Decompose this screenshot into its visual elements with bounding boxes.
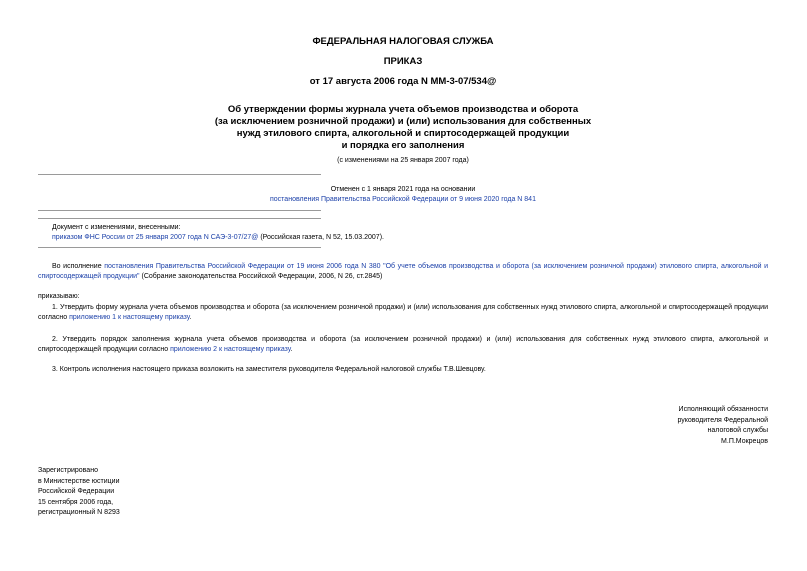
title-line: Об утверждении формы журнала учета объемов производства и оборота (227, 104, 579, 115)
title-line: (за исключением розничной продажи) и (или) использования для собственных (214, 116, 592, 127)
changes-label: Документ с изменениями, внесенными: (52, 224, 181, 231)
order-item-3: 3. Контроль исполнения настоящего приказа возложить на заместителя руководителя Федеральной налоговой службы Т.В.Шевцову. (52, 366, 486, 373)
appendix-2-link[interactable]: приложению 2 к настоящему приказу (170, 346, 291, 353)
registration-block (38, 466, 238, 519)
divider (38, 218, 321, 219)
item-text: 2. Утвердить порядок заполнения журнала учета объемов производства и оборота (за исключением розничной продажи) и (или) использования для собственных нужд этилового спирта, алкогольной и спиртосодержащей продукции согласно (38, 336, 768, 353)
signature-line: Исполняющий обязанности (678, 406, 768, 413)
order-item-2 (38, 335, 768, 355)
agency-name: ФЕДЕРАЛЬНАЯ НАЛОГОВАЯ СЛУЖБА (312, 36, 494, 47)
intro-paragraph (38, 262, 768, 282)
registration-line: 15 сентября 2006 года, (38, 498, 114, 506)
signature-line: налоговой службы (707, 427, 768, 434)
signature-block (640, 405, 768, 447)
intro-link[interactable]: постановления Правительства Российской Федерации от 19 июня 2006 года N 380 "Об учете объемов производства и оборота (за исключением розничной продажи) этилового спирта, алкогольной и спиртосодержащей продукции" (38, 263, 769, 280)
registration-line: Зарегистрировано (38, 467, 98, 474)
divider (38, 174, 321, 175)
amendment-note: (с изменениями на 25 января 2007 года) (337, 157, 469, 164)
changes-line (52, 233, 768, 243)
order-word: приказываю: (38, 293, 80, 300)
intro-prefix: Во исполнение (52, 263, 105, 270)
divider (38, 247, 321, 248)
intro-suffix: (Собрание законодательства Российской Федерации, 2006, N 26, ст.2845) (139, 273, 383, 280)
doc-title (38, 104, 768, 152)
changes-link[interactable]: приказом ФНС России от 25 января 2007 года N САЭ-3-07/27@ (52, 234, 259, 241)
changes-rest: (Российская газета, N 52, 15.03.2007). (258, 234, 384, 241)
doc-date-number: от 17 августа 2006 года N ММ-3-07/534@ (309, 76, 497, 87)
divider (38, 210, 321, 211)
appendix-1-link[interactable]: приложению 1 к настоящему приказу (69, 314, 190, 321)
cancelled-note: Отменен с 1 января 2021 года на основании (330, 186, 476, 193)
cancellation-link[interactable]: постановления Правительства Российской Федерации от 9 июня 2020 года N 841 (270, 196, 536, 203)
title-line: нужд этилового спирта, алкогольной и спиртосодержащей продукции (236, 128, 570, 139)
title-line: и порядка его заполнения (341, 140, 465, 151)
doc-type: ПРИКАЗ (383, 56, 423, 67)
registration-line: в Министерстве юстиции (38, 477, 120, 485)
signature-line: руководителя Федеральной (677, 416, 768, 424)
signature-name: М.П.Мокрецов (721, 437, 768, 445)
cancelled-link-wrap (38, 195, 768, 205)
registration-line: Российской Федерации (38, 488, 115, 495)
item-end: . (290, 346, 293, 353)
registration-line: регистрационный N 8293 (38, 509, 120, 516)
item-end: . (189, 314, 192, 321)
item-text: 1. Утвердить форму журнала учета объемов производства и оборота (за исключением розничной продажи) и (или) использования для собственных нужд этилового спирта, алкогольной и спиртосодержащей продукции согласно (38, 304, 768, 321)
order-item-1 (38, 303, 768, 323)
